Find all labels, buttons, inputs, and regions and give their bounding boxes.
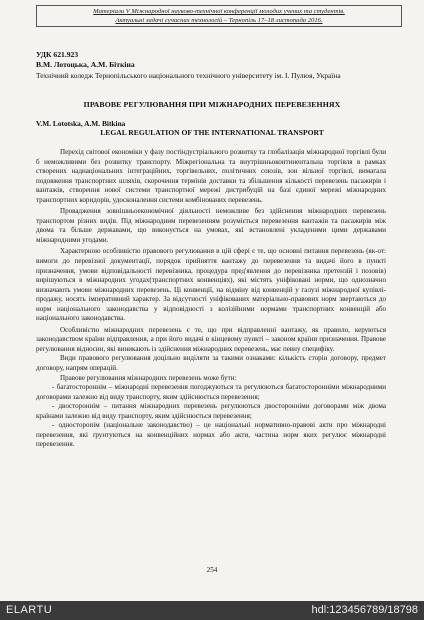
conference-header	[36, 5, 402, 27]
authors-ukrainian: В.М. Лотоцька, А.М. Біткіна	[36, 60, 135, 69]
paragraph: Перехід світової економіки у фазу постіндустріального розвитку та глобалізація міжнародної торгівлі були б неможливими без розвитку транспорту. Міжрегіональна та внутрішньоконтинентальна торгівля в рамках створених наднаціональних інтеграційних, торгівельних, політичних союзів, зон вільної торгівлі, вимагала подовження транспортних шляхів, скорочення термінів доставки та збільшення кількості перевезень пасажирів і вантажів, створення нової системи транспортної мережі дистрибуцій на базі єдиної мережі міжнародних транспортних коридорів, удосконалення системи комбінованих перевезень.	[36, 148, 386, 204]
affiliation: Технічний коледж Тернопільського національного технічного університету ім. І. Пулюя, Україна	[36, 71, 341, 80]
article-title-ukrainian: ПРАВОВЕ РЕГУЛЮВАННЯ ПРИ МІЖНАРОДНИХ ПЕРЕВЕЗЕННЯХ	[83, 100, 341, 109]
paragraph: Особливістю міжнародних перевезень є те, що при відправленні вантажу, як правило, керуються законодавством країни відправлення, а при його видачі в кінцевому пункті – законом країни призначення. Правове регулювання відносин, які виникають із здійснення міжнародних перевезень, має певну специфіку.	[36, 325, 386, 353]
list-item: - багатостороннім – міжнародні перевезення погоджуються та регулюються багатосторонніми міжнародними договорами залежно від виду транспорту, яким здійснюється перевезення;	[36, 383, 386, 401]
paragraph: Провадження зовнішньоекономічної діяльності неможливе без здійснення міжнародних перевезень транспортом різних видів. Під міжнародним перевезенням розуміється перевезення вантажів та пасажирів між двома та більше державами, що виконується на умовах, які встановлені укладеними цими державами міжнародними угодами.	[36, 207, 386, 244]
article-title-english: LEGAL REGULATION OF THE INTERNATIONAL TRANSPORT	[100, 128, 324, 137]
udk-code: УДК 621.923	[36, 50, 79, 59]
paragraph: Види правового регулювання доцільно виділяти за такими ознаками: кількість сторін договору, предмет договору, напрям операцій.	[36, 354, 386, 373]
paragraph: Характерною особливістю правового регулювання в цій сфері є те, що основні питання перевезень (як-от: вимоги до перевізної документації, порядок прийняття вантажу до перевезення та видачі його в пункті призначення, умови відповідальності перевізника, процедура пред'явлення до перевізника претензій і позовів) вирішуються в міжнародних угодах(транспортних конвенціях), які містять уніфіковані норми, що однозначно визначають умови міжнародних перевезень. Ці конвенції, на відміну від конвенцій у галузі міжнародної купівлі-продажу, носять імперативний характер. За відсутності уніфікованих матеріально-правових норм звертаються до норм національного законодавства у відповідності з колізійними нормами транспортних конвенцій або національного законодавства.	[36, 247, 386, 323]
repository-footer-bar	[0, 601, 424, 620]
list-item: - двостороннім – питання міжнародних перевезень регулюються двосторонніми договорами між двома країнами залежно від виду транспорту, яким здійснюється перевезення;	[36, 402, 386, 420]
article-body	[36, 148, 386, 450]
paragraph: Правове регулювання міжнародних перевезень може бути:	[60, 373, 237, 382]
list-item: - односторонім (національне законодавство) – це національні нормативно-правові акти про міжнародні перевезення, які ґрунтуються на конвенційних нормах або акти, частина норм яких регулює міжнародні перевезення.	[36, 421, 386, 449]
authors-english: V.M. Lototska, A.M. Bitkina	[36, 119, 126, 128]
header-line-2: Актуальні задачі сучасних технологій – Тернопіль 17–18 листопада 2016.	[115, 17, 323, 24]
page-number: 254	[206, 566, 218, 574]
handle-identifier[interactable]: hdl:123456789/18798	[311, 604, 418, 616]
header-line-1: Матеріали V Міжнародної науково-технічної конференції молодих учених та студентів.	[93, 8, 345, 15]
repository-name: ELARTU	[6, 604, 53, 616]
